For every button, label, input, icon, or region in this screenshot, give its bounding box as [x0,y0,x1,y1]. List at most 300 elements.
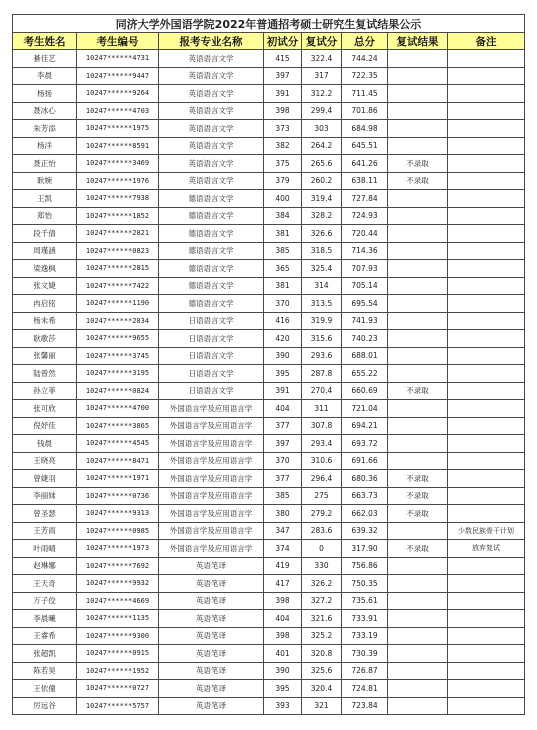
cell-note [448,365,525,383]
cell-note [448,190,525,208]
cell-total-score: 721.04 [342,400,388,418]
cell-initial-score: 373 [264,120,302,138]
cell-id: 10247******2834 [77,312,159,330]
header-retest-score: 复试分 [302,33,342,50]
cell-note [448,260,525,278]
cell-note [448,645,525,663]
cell-retest-score: 303 [302,120,342,138]
cell-note [448,330,525,348]
cell-total-score: 714.36 [342,242,388,260]
cell-result [388,242,448,260]
cell-retest-score: 260.2 [302,172,342,190]
cell-initial-score: 365 [264,260,302,278]
cell-initial-score: 391 [264,382,302,400]
cell-major: 外国语言学及应用语言学 [159,522,264,540]
cell-name: 王凯 [13,190,77,208]
cell-major: 外国语言学及应用语言学 [159,400,264,418]
cell-id: 10247******4731 [77,50,159,68]
cell-result: 不录取 [388,540,448,558]
table-row [13,207,525,225]
cell-id: 10247******0915 [77,645,159,663]
cell-initial-score: 381 [264,225,302,243]
cell-retest-score: 265.6 [302,155,342,173]
cell-id: 10247******7692 [77,557,159,575]
cell-name: 曾婕羽 [13,470,77,488]
cell-retest-score: 279.2 [302,505,342,523]
cell-total-score: 727.84 [342,190,388,208]
cell-initial-score: 374 [264,540,302,558]
cell-name: 张超凯 [13,645,77,663]
cell-id: 10247******4545 [77,435,159,453]
cell-name: 王芳雨 [13,522,77,540]
table-row [13,120,525,138]
table-row [13,452,525,470]
cell-result [388,102,448,120]
cell-initial-score: 398 [264,102,302,120]
cell-id: 10247******8471 [77,452,159,470]
cell-note [448,400,525,418]
cell-name: 杨洋 [13,137,77,155]
cell-name: 张文婕 [13,277,77,295]
table-row [13,382,525,400]
cell-major: 外国语言学及应用语言学 [159,540,264,558]
cell-id: 10247******3469 [77,155,159,173]
cell-retest-score: 327.2 [302,592,342,610]
cell-total-score: 750.35 [342,575,388,593]
cell-initial-score: 395 [264,365,302,383]
cell-initial-score: 398 [264,592,302,610]
cell-id: 10247******8591 [77,137,159,155]
results-table [12,14,525,715]
cell-initial-score: 379 [264,172,302,190]
cell-major: 英语语言文学 [159,137,264,155]
cell-result: 不录取 [388,155,448,173]
cell-note: 放弃复试 [448,540,525,558]
cell-total-score: 645.51 [342,137,388,155]
cell-total-score: 694.21 [342,417,388,435]
cell-total-score: 662.03 [342,505,388,523]
header-id: 考生编号 [77,33,159,50]
cell-major: 日语语言文学 [159,330,264,348]
cell-id: 10247******3195 [77,365,159,383]
cell-name: 张馨丽 [13,347,77,365]
cell-initial-score: 370 [264,452,302,470]
cell-initial-score: 347 [264,522,302,540]
cell-result [388,67,448,85]
cell-total-score: 730.39 [342,645,388,663]
cell-note [448,50,525,68]
cell-name: 綦佳艺 [13,50,77,68]
cell-major: 日语语言文学 [159,382,264,400]
cell-name: 张可欣 [13,400,77,418]
cell-name: 周瑾涵 [13,242,77,260]
header-note: 备注 [448,33,525,50]
cell-result: 不录取 [388,382,448,400]
cell-note [448,592,525,610]
cell-retest-score: 326.2 [302,575,342,593]
cell-note [448,312,525,330]
header-initial-score: 初试分 [264,33,302,50]
cell-major: 外国语言学及应用语言学 [159,470,264,488]
table-row [13,645,525,663]
cell-name: 耿歌莎 [13,330,77,348]
table-row [13,557,525,575]
cell-result [388,50,448,68]
cell-initial-score: 382 [264,137,302,155]
cell-total-score: 723.84 [342,697,388,715]
cell-id: 10247******4703 [77,102,159,120]
cell-id: 10247******2821 [77,225,159,243]
table-row [13,365,525,383]
cell-initial-score: 419 [264,557,302,575]
cell-major: 德语语言文学 [159,207,264,225]
cell-note [448,575,525,593]
cell-id: 10247******5757 [77,697,159,715]
cell-id: 10247******0824 [77,382,159,400]
cell-major: 英语笔译 [159,697,264,715]
cell-note [448,680,525,698]
table-row [13,592,525,610]
cell-major: 英语语言文学 [159,85,264,103]
cell-result [388,312,448,330]
cell-id: 10247******1973 [77,540,159,558]
cell-result [388,627,448,645]
cell-id: 10247******1952 [77,662,159,680]
cell-total-score: 726.87 [342,662,388,680]
cell-retest-score: 326.6 [302,225,342,243]
table-row [13,435,525,453]
cell-major: 德语语言文学 [159,225,264,243]
cell-id: 10247******3745 [77,347,159,365]
cell-initial-score: 397 [264,67,302,85]
table-row [13,417,525,435]
cell-total-score: 680.36 [342,470,388,488]
cell-note [448,452,525,470]
cell-initial-score: 397 [264,435,302,453]
cell-retest-score: 330 [302,557,342,575]
cell-major: 英语语言文学 [159,155,264,173]
cell-retest-score: 319.4 [302,190,342,208]
cell-retest-score: 317 [302,67,342,85]
table-row [13,260,525,278]
cell-retest-score: 283.6 [302,522,342,540]
header-major: 报考专业名称 [159,33,264,50]
cell-name: 赵琳娜 [13,557,77,575]
cell-retest-score: 307.8 [302,417,342,435]
cell-result [388,365,448,383]
table-row [13,487,525,505]
cell-name: 李晨曦 [13,610,77,628]
table-row [13,470,525,488]
cell-note [448,505,525,523]
cell-total-score: 638.11 [342,172,388,190]
cell-name: 王天奇 [13,575,77,593]
cell-name: 耿婉 [13,172,77,190]
cell-id: 10247******9300 [77,627,159,645]
table-row [13,540,525,558]
table-row [13,277,525,295]
cell-id: 10247******0727 [77,680,159,698]
cell-id: 10247******1976 [77,172,159,190]
cell-note [448,610,525,628]
cell-result [388,417,448,435]
cell-retest-score: 322.4 [302,50,342,68]
cell-name: 聂正怡 [13,155,77,173]
header-total-score: 总分 [342,33,388,50]
cell-retest-score: 293.4 [302,435,342,453]
cell-id: 10247******4700 [77,400,159,418]
cell-major: 日语语言文学 [159,347,264,365]
cell-major: 日语语言文学 [159,365,264,383]
cell-result [388,295,448,313]
cell-note [448,662,525,680]
cell-id: 10247******3865 [77,417,159,435]
cell-total-score: 733.91 [342,610,388,628]
cell-result [388,137,448,155]
cell-name: 朱芳添 [13,120,77,138]
cell-total-score: 711.45 [342,85,388,103]
cell-major: 德语语言文学 [159,277,264,295]
cell-major: 英语笔译 [159,662,264,680]
cell-initial-score: 391 [264,85,302,103]
cell-retest-score: 310.6 [302,452,342,470]
cell-result [388,207,448,225]
cell-initial-score: 377 [264,470,302,488]
cell-id: 10247******1852 [77,207,159,225]
cell-result [388,592,448,610]
cell-name: 聂冰心 [13,102,77,120]
cell-retest-score: 299.4 [302,102,342,120]
cell-major: 德语语言文学 [159,260,264,278]
cell-id: 10247******0736 [77,487,159,505]
cell-result [388,347,448,365]
cell-initial-score: 420 [264,330,302,348]
table-row [13,627,525,645]
cell-id: 10247******0985 [77,522,159,540]
cell-retest-score: 320.4 [302,680,342,698]
cell-name: 梁逸枫 [13,260,77,278]
cell-retest-score: 325.2 [302,627,342,645]
cell-total-score: 741.93 [342,312,388,330]
cell-result [388,435,448,453]
cell-result [388,557,448,575]
table-title: 同济大学外国语学院2022年普通招考硕士研究生复试结果公示 [13,15,525,33]
table-row [13,347,525,365]
cell-name: 钱晨 [13,435,77,453]
cell-major: 外国语言学及应用语言学 [159,435,264,453]
header-result: 复试结果 [388,33,448,50]
cell-note [448,102,525,120]
cell-name: 曾圣瑟 [13,505,77,523]
cell-major: 英语笔译 [159,645,264,663]
cell-name: 杨未希 [13,312,77,330]
cell-result [388,697,448,715]
cell-major: 英语语言文学 [159,172,264,190]
cell-initial-score: 415 [264,50,302,68]
cell-total-score: 724.81 [342,680,388,698]
cell-note [448,627,525,645]
table-row [13,680,525,698]
cell-result [388,85,448,103]
cell-note [448,172,525,190]
cell-retest-score: 325.4 [302,260,342,278]
table-row [13,102,525,120]
table-row [13,610,525,628]
cell-initial-score: 398 [264,627,302,645]
table-row [13,155,525,173]
cell-note [448,417,525,435]
cell-initial-score: 404 [264,400,302,418]
cell-initial-score: 404 [264,610,302,628]
cell-result [388,452,448,470]
cell-initial-score: 416 [264,312,302,330]
cell-total-score: 663.73 [342,487,388,505]
cell-retest-score: 320.8 [302,645,342,663]
cell-major: 外国语言学及应用语言学 [159,487,264,505]
cell-id: 10247******9655 [77,330,159,348]
cell-id: 10247******1135 [77,610,159,628]
cell-name: 万子佼 [13,592,77,610]
cell-id: 10247******4669 [77,592,159,610]
cell-retest-score: 275 [302,487,342,505]
cell-id: 10247******7422 [77,277,159,295]
cell-id: 10247******1975 [77,120,159,138]
results-sheet [12,14,525,715]
table-row [13,575,525,593]
cell-retest-score: 315.6 [302,330,342,348]
cell-result [388,662,448,680]
cell-retest-score: 270.4 [302,382,342,400]
cell-major: 英语笔译 [159,680,264,698]
cell-initial-score: 381 [264,277,302,295]
cell-result [388,400,448,418]
cell-note [448,225,525,243]
cell-name: 陆曾然 [13,365,77,383]
cell-total-score: 756.86 [342,557,388,575]
cell-total-score: 705.14 [342,277,388,295]
cell-result [388,610,448,628]
table-row [13,295,525,313]
cell-name: 王依僮 [13,680,77,698]
cell-total-score: 740.23 [342,330,388,348]
table-row [13,662,525,680]
cell-note: 少数民族骨干计划 [448,522,525,540]
cell-retest-score: 313.5 [302,295,342,313]
cell-result [388,120,448,138]
cell-note [448,67,525,85]
cell-note [448,120,525,138]
table-row [13,330,525,348]
cell-retest-score: 325.6 [302,662,342,680]
cell-id: 10247******2815 [77,260,159,278]
cell-result [388,225,448,243]
cell-major: 英语语言文学 [159,120,264,138]
cell-result [388,260,448,278]
cell-total-score: 733.19 [342,627,388,645]
cell-name: 陈若昊 [13,662,77,680]
cell-result: 不录取 [388,487,448,505]
cell-note [448,347,525,365]
cell-total-score: 641.26 [342,155,388,173]
cell-major: 外国语言学及应用语言学 [159,505,264,523]
cell-result [388,277,448,295]
cell-id: 10247******9264 [77,85,159,103]
cell-total-score: 317.90 [342,540,388,558]
cell-name: 孙立菲 [13,382,77,400]
table-row [13,312,525,330]
cell-total-score: 722.35 [342,67,388,85]
cell-major: 德语语言文学 [159,242,264,260]
cell-result: 不录取 [388,470,448,488]
table-row [13,242,525,260]
cell-total-score: 735.61 [342,592,388,610]
cell-retest-score: 312.2 [302,85,342,103]
cell-name: 郑怡 [13,207,77,225]
table-row [13,50,525,68]
cell-note [448,207,525,225]
cell-note [448,242,525,260]
table-row [13,67,525,85]
cell-initial-score: 380 [264,505,302,523]
table-row [13,190,525,208]
cell-retest-score: 321.6 [302,610,342,628]
cell-name: 王睿希 [13,627,77,645]
table-row [13,137,525,155]
cell-retest-score: 314 [302,277,342,295]
cell-total-score: 724.93 [342,207,388,225]
cell-note [448,487,525,505]
cell-retest-score: 319.9 [302,312,342,330]
cell-retest-score: 287.8 [302,365,342,383]
cell-major: 英语笔译 [159,557,264,575]
cell-initial-score: 393 [264,697,302,715]
cell-initial-score: 375 [264,155,302,173]
cell-result [388,190,448,208]
cell-note [448,382,525,400]
cell-total-score: 688.01 [342,347,388,365]
cell-result [388,330,448,348]
cell-initial-score: 377 [264,417,302,435]
cell-retest-score: 311 [302,400,342,418]
table-row [13,522,525,540]
cell-total-score: 684.98 [342,120,388,138]
cell-retest-score: 296.4 [302,470,342,488]
cell-note [448,697,525,715]
cell-name: 杨扬 [13,85,77,103]
cell-name: 厉远谷 [13,697,77,715]
cell-name: 王晓亮 [13,452,77,470]
cell-total-score: 660.69 [342,382,388,400]
cell-total-score: 701.86 [342,102,388,120]
cell-name: 李晨 [13,67,77,85]
cell-major: 英语笔译 [159,575,264,593]
cell-initial-score: 385 [264,242,302,260]
cell-major: 德语语言文学 [159,190,264,208]
cell-id: 10247******7938 [77,190,159,208]
cell-note [448,470,525,488]
cell-total-score: 639.32 [342,522,388,540]
cell-name: 倪妤佳 [13,417,77,435]
cell-total-score: 655.22 [342,365,388,383]
cell-major: 英语笔译 [159,610,264,628]
cell-total-score: 691.66 [342,452,388,470]
cell-major: 英语语言文学 [159,102,264,120]
cell-initial-score: 390 [264,662,302,680]
cell-major: 英语语言文学 [159,67,264,85]
cell-id: 10247******0823 [77,242,159,260]
cell-initial-score: 401 [264,645,302,663]
cell-initial-score: 395 [264,680,302,698]
